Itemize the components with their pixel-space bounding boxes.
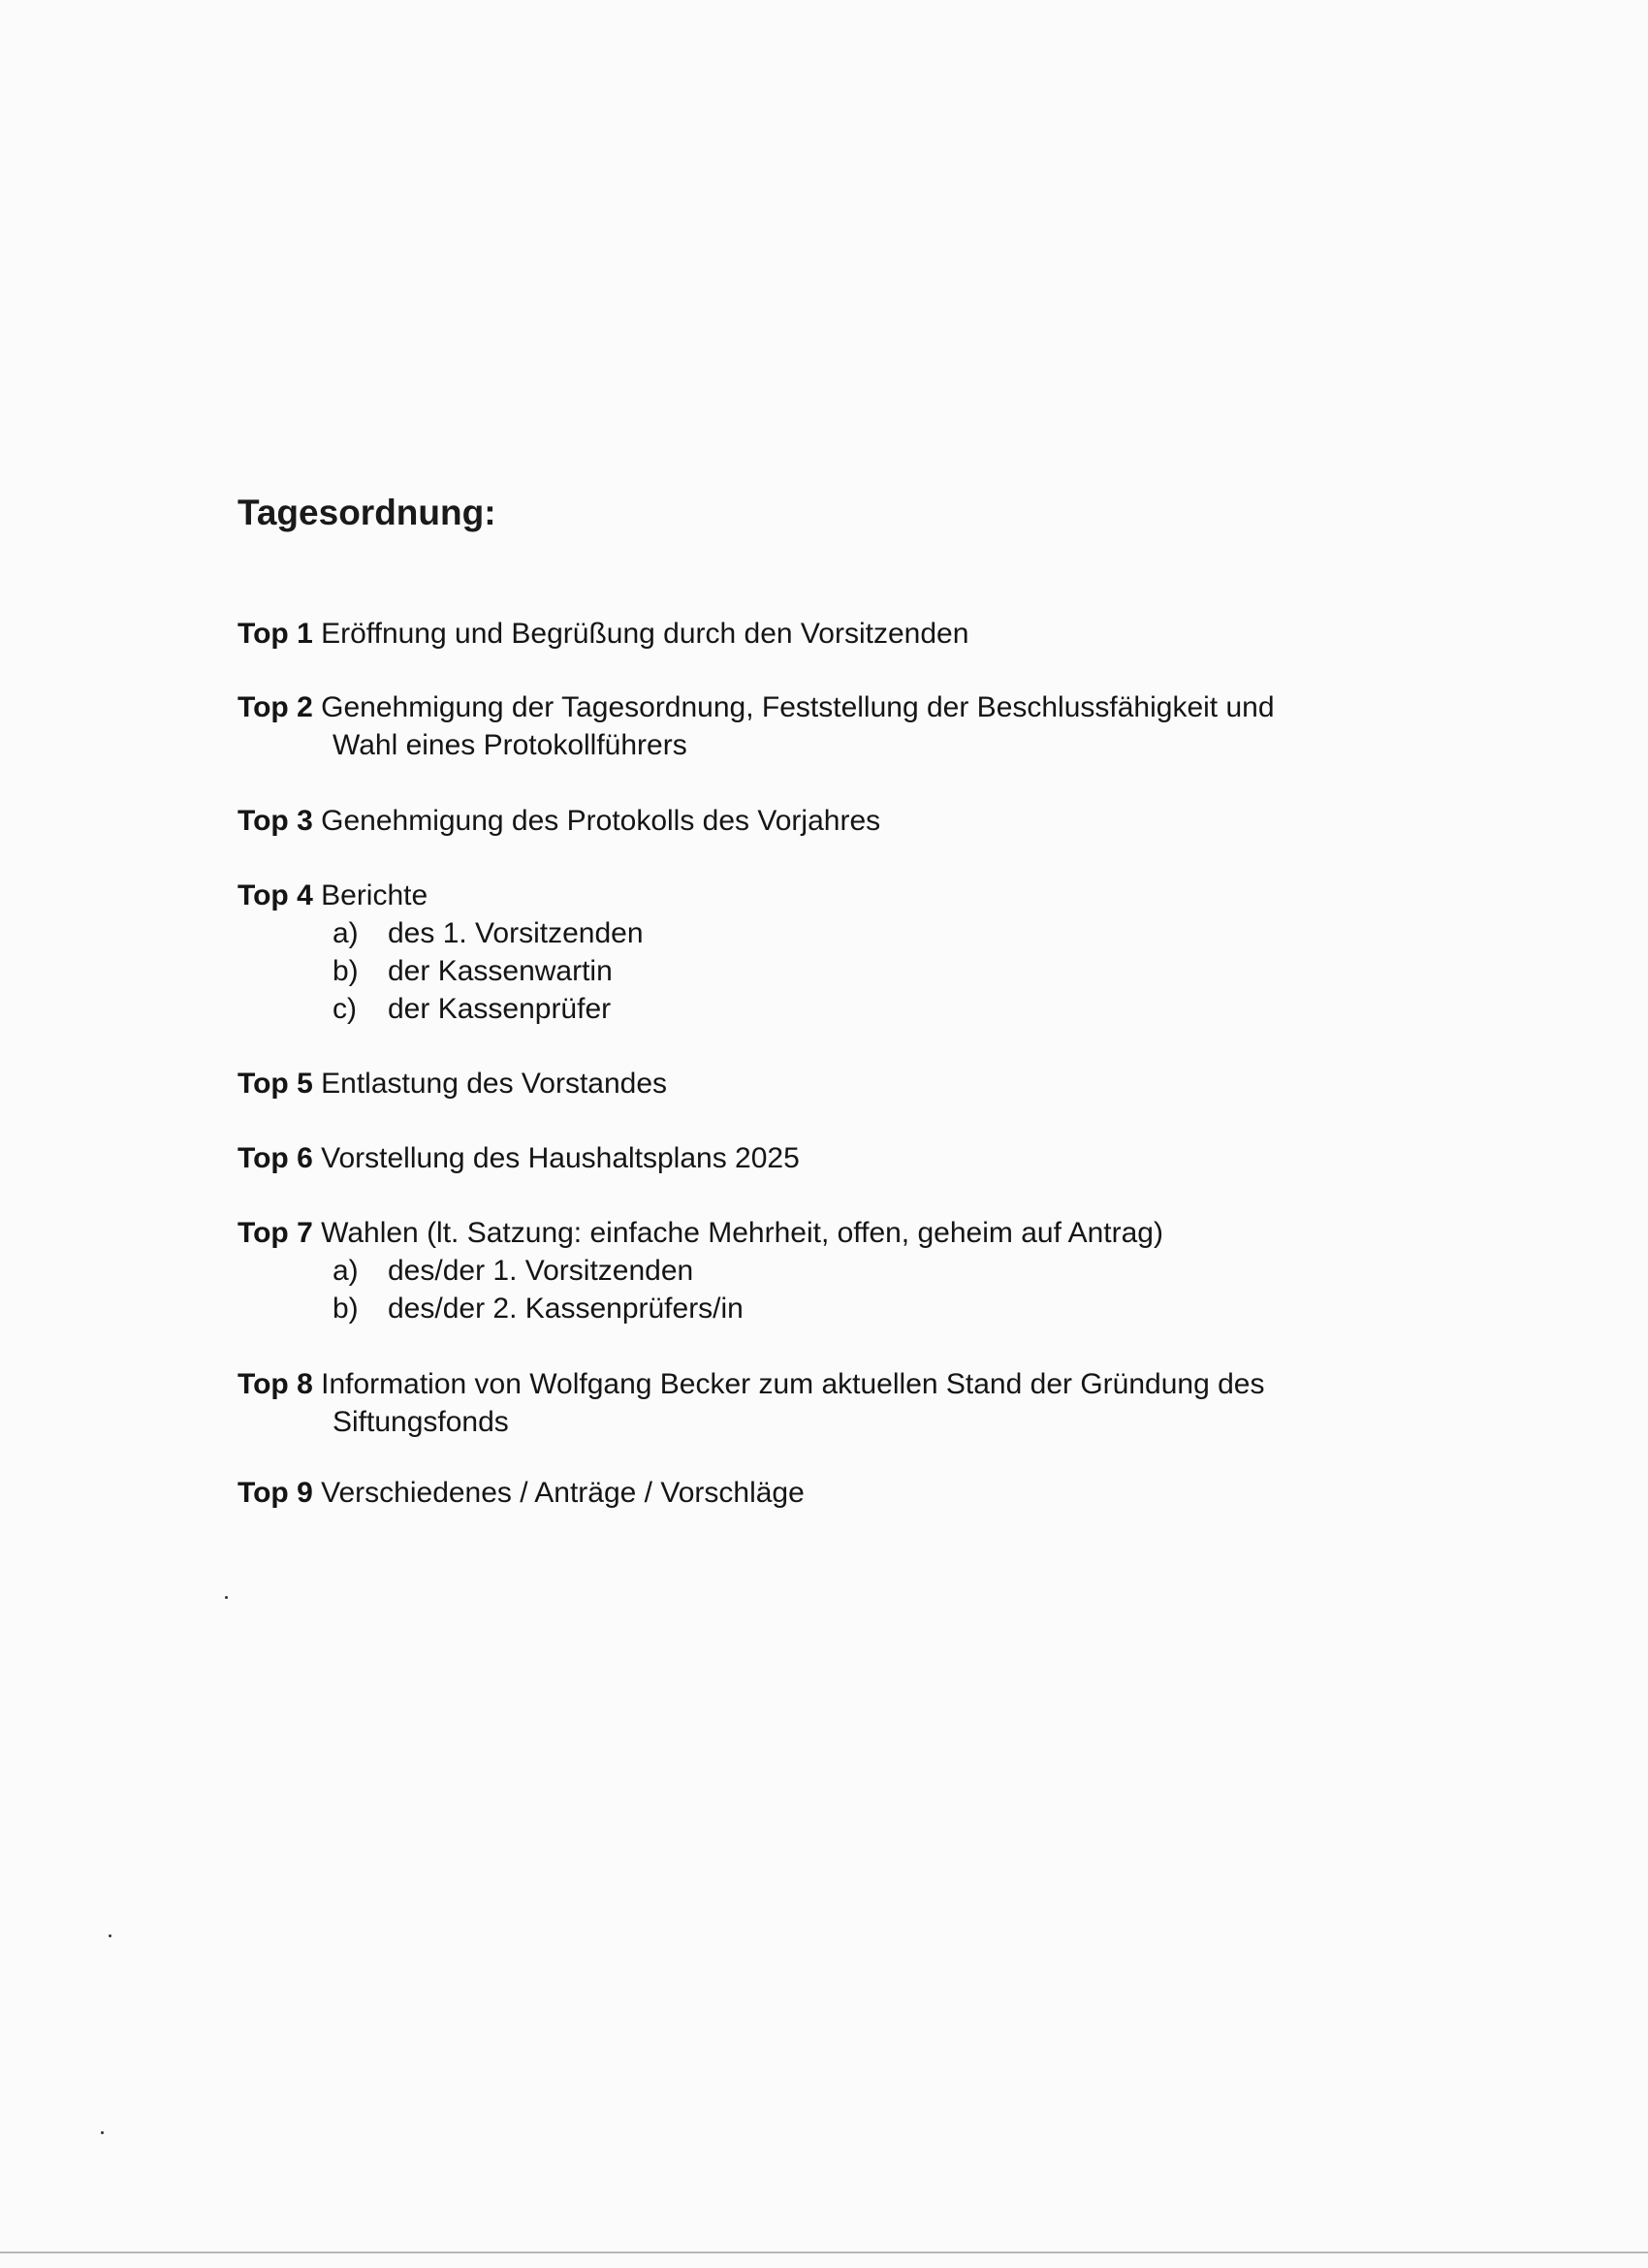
agenda-item-text: Genehmigung der Tagesordnung, Feststellung der Beschlussfähigkeit und [321,691,1275,723]
agenda-item-text: Wahlen (lt. Satzung: einfache Mehrheit, offen, geheim auf Antrag) [321,1217,1163,1249]
sub-item-text: des/der 1. Vorsitzenden [388,1255,694,1287]
agenda-item-text: Information von Wolfgang Becker zum aktuellen Stand der Gründung des [321,1368,1265,1400]
agenda-item-1 [238,615,1469,653]
sub-item-letter: a) [333,917,359,949]
scan-speck [225,1596,228,1599]
sub-item-letter: a) [333,1255,359,1287]
agenda-item-label: Top 8 [238,1368,313,1400]
agenda-item-text: Eröffnung und Begrüßung durch den Vorsitzenden [321,618,969,650]
agenda-item-5 [238,1065,1469,1102]
sub-item-text: der Kassenwartin [388,955,613,987]
scan-speck [101,2131,104,2134]
agenda-item-6 [238,1139,1469,1177]
scan-edge-line [0,2252,1648,2253]
sub-item-text: des/der 2. Kassenprüfers/in [388,1293,744,1325]
sub-item-letter: c) [333,993,357,1025]
sub-item-letter: b) [333,955,359,987]
sub-item-a [238,914,1469,952]
agenda-item-continuation: Wahl eines Protokollführers [333,729,687,761]
agenda-item-label: Top 2 [238,691,313,723]
page-title: Tagesordnung: [238,493,496,532]
agenda-item-label: Top 3 [238,805,313,837]
agenda-item-text: Genehmigung des Protokolls des Vorjahres [321,805,881,837]
scan-speck [109,1934,111,1937]
agenda-item-4 [238,877,1469,1028]
sub-item-a [238,1252,1469,1290]
agenda-item-3 [238,802,1469,840]
agenda-item-label: Top 1 [238,618,313,650]
agenda-item-label: Top 6 [238,1142,313,1174]
sub-item-b [238,1290,1469,1327]
agenda-item-continuation: Siftungsfonds [333,1406,509,1438]
sub-item-text: der Kassenprüfer [388,993,612,1025]
sub-item-b [238,952,1469,990]
agenda-item-2 [238,688,1469,764]
agenda-item-text: Entlastung des Vorstandes [321,1068,668,1100]
agenda-item-label: Top 4 [238,879,313,911]
agenda-item-text: Verschiedenes / Anträge / Vorschläge [321,1477,805,1509]
agenda-item-label: Top 5 [238,1068,313,1100]
sub-item-letter: b) [333,1293,359,1325]
sub-item-text: des 1. Vorsitzenden [388,917,644,949]
sub-item-c [238,990,1469,1028]
agenda-item-8 [238,1365,1469,1441]
agenda-item-text: Berichte [321,879,428,911]
agenda-item-text: Vorstellung des Haushaltsplans 2025 [321,1142,800,1174]
agenda-item-9 [238,1474,1469,1512]
agenda-item-7 [238,1214,1469,1327]
agenda-item-label: Top 7 [238,1217,313,1249]
agenda-item-label: Top 9 [238,1477,313,1509]
